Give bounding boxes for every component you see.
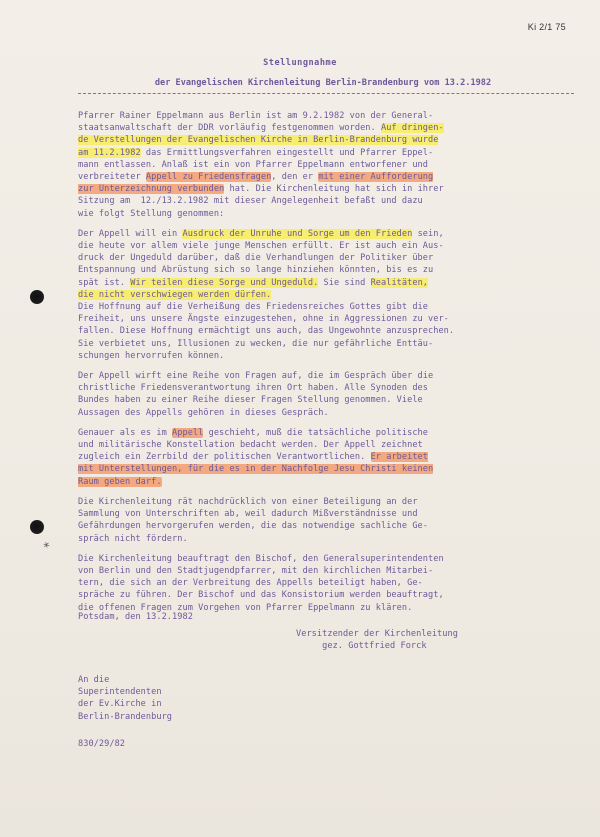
document-subtitle: der Evangelischen Kirchenleitung Berlin-Brandenburg vom 13.2.1982 [154, 78, 492, 88]
highlight-orange: Appell [172, 427, 204, 438]
text-run: , den er [271, 172, 319, 183]
recipient-address: An die Superintendenten der Ev.Kirche in Berlin-Brandenburg [78, 675, 173, 722]
text-run: geschieht, muß die tatsächliche politische und militärische Konstellation bedacht werden. Der Appell zeichnet zugleich ein Zerrbild der politischen Verantwortlichen. [78, 427, 429, 463]
highlight-yellow: Realitäten, die nicht verschwiegen werden dürfen. [78, 277, 429, 300]
margin-mark: * [42, 539, 52, 555]
text-run: sein, die heute vor allem viele junge Menschen erfüllt. Er ist auch ein Aus- druck der Ungeduld darüber, daß die Verhandlungen der Politiker über Entspannung und Abrüstung sich so lange hinziehen könnten, bis es zu spät ist. [78, 228, 444, 288]
archive-reference: Ki 2/1 75 [527, 22, 566, 32]
paragraph-2 [78, 228, 578, 362]
reference-number: 830/29/82 [78, 739, 126, 749]
signature-block: Versitzender der Kirchenleitung gez. Gottfried Forck [296, 629, 458, 652]
paragraph-6: Die Kirchenleitung beauftragt den Bischof, den Generalsuperintendenten von Berlin und den Stadtjugendpfarrer, mit den kirchlichen Mitarbei- tern, die sich an der Verbreitung des Appells beteiligt haben, Ge- spräche zu führen. Der Bischof und das Konsistorium werden beauftragt, die offenen Fragen zum Vorgehen von Pfarrer Eppelmann zu klären. [78, 553, 444, 613]
document-title: Stellungnahme [263, 58, 337, 68]
highlight-orange: mit einer Aufforderung zur Unterzeichnung verbunden [78, 172, 434, 195]
text-run: Der Appell will ein [78, 228, 183, 239]
punch-hole-bottom [30, 520, 44, 534]
text-run: Die Hoffnung auf die Verheißung des Friedensreiches Gottes gibt die Freiheit, uns unsere Ängste einzugestehen, ohne in Aggressionen zu ver- fallen. Diese Hoffnung ermächtigt uns auch, das Ungewohnte anzusprechen. Sie verbietet uns, Illusionen zu wecken, die nur gefährliche Enttäu- schungen hervorrufen können. [78, 302, 455, 361]
document-body [78, 110, 578, 622]
highlight-orange: Appell zu Friedensfragen [145, 172, 272, 183]
paragraph-4 [78, 427, 578, 488]
paragraph-5: Die Kirchenleitung rät nachdrücklich von einer Beteiligung an der Sammlung von Unterschriften ab, weil dadurch Mißverständnisse und Gefährdungen hervorgerufen werden, die das notwendige sachliche Ge- spräch nicht fördern. [78, 496, 428, 544]
paragraph-3: Der Appell wirft eine Reihe von Fragen auf, die im Gespräch über die christliche Friedensverantwortung ihren Ort haben. Alle Synoden des Bundes haben zu einer Reihe dieser Fragen Stellung genommen. Viele Aussagen des Appells gehören in dieses Gespräch. [78, 371, 434, 418]
paragraph-1 [78, 110, 578, 220]
text-run: hat. Die Kirchenleitung hat sich in ihrer Sitzung am 12./13.2.1982 mit dieser Angelegenheit befaßt und dazu wie folgt Stellung genommen: [78, 184, 444, 219]
highlight-orange: Er arbeitet mit Unterstellungen, für die es in der Nachfolge Jesu Christi keinen Raum geben darf. [78, 452, 434, 487]
text-run: Genauer als es im [78, 427, 173, 438]
dashed-underline [78, 93, 574, 94]
text-run: Pfarrer Rainer Eppelmann aus Berlin ist am 9.2.1982 von der General- staatsanwaltschaft der DDR vorläufig festgenommen worden. [78, 111, 434, 134]
text-run: das Ermittlungsverfahren eingestellt und Pfarrer Eppel- mann entlassen. Anlaß ist ein von Pfarrer Eppelmann entworfener und verbreiteter [78, 147, 434, 183]
highlight-yellow: Auf dringen- de Verstellungen der Evangelischen Kirche in Berlin-Brandenburg wurde am 11.2.1982 [78, 123, 444, 158]
highlight-yellow: Wir teilen diese Sorge und Ungeduld. [130, 277, 319, 288]
date-line: Potsdam, den 13.2.1982 [78, 612, 193, 622]
highlight-yellow: Ausdruck der Unruhe und Sorge um den Frieden [182, 228, 413, 239]
punch-hole-top [30, 290, 44, 304]
text-run: Sie sind [318, 277, 371, 288]
